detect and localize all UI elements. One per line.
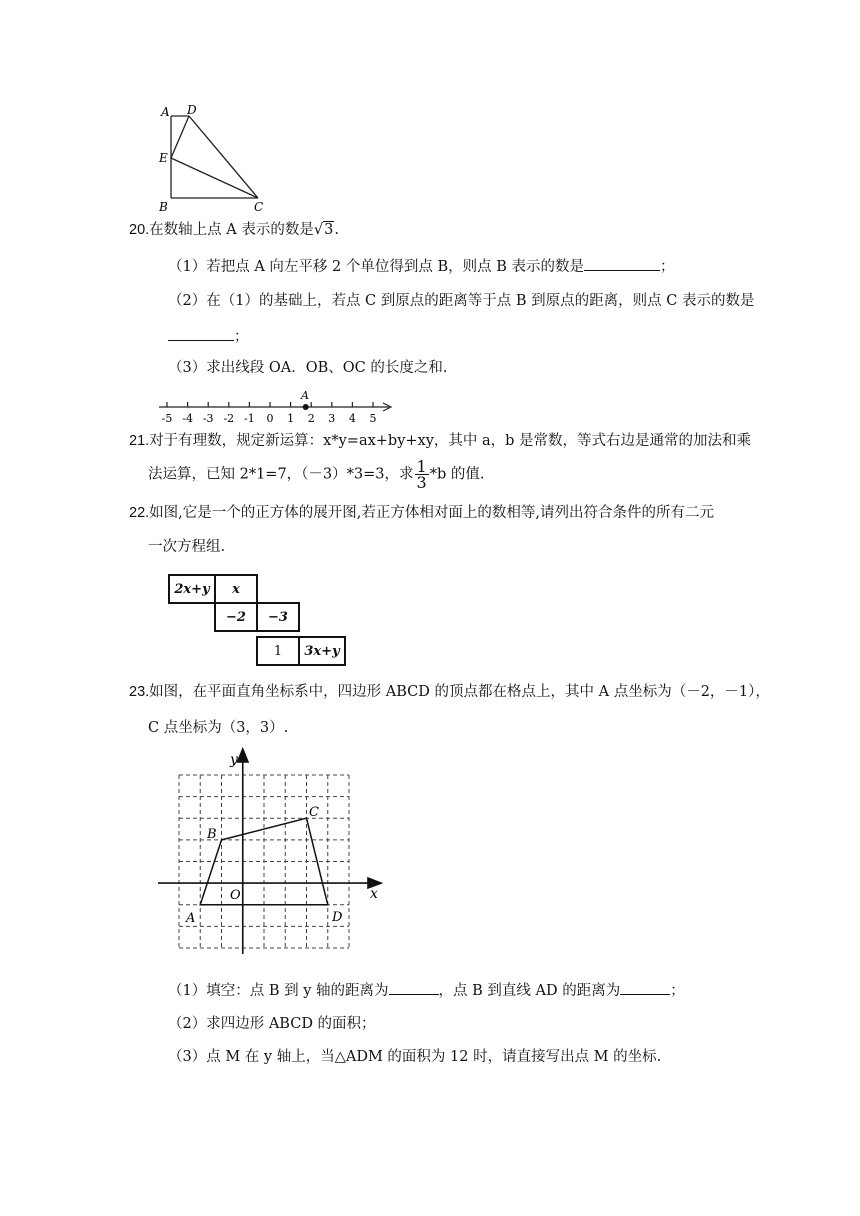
q23-part1-end: ；: [670, 983, 685, 999]
q19-label-b: B: [159, 200, 168, 214]
q21-line2: [148, 459, 484, 490]
q23-part3: [168, 1047, 661, 1067]
q23-part1-text-a: （1）填空：点 B 到 y 轴的距离为: [168, 983, 389, 999]
q23-part1: [168, 980, 685, 1001]
q23-line1: [129, 682, 770, 702]
q21-frac-den: 3: [416, 473, 427, 492]
q23-label-a: A: [186, 911, 196, 926]
q20-part3-text: （3）求出线段 OA．OB、OC 的长度之和.: [168, 360, 448, 376]
q23-axis-y-label: y: [230, 752, 238, 768]
q20-point-a-label: A: [301, 389, 309, 402]
q20-part3: [168, 358, 447, 378]
q20-tick-label: -5: [161, 412, 173, 425]
q20-part1-blank: [584, 256, 660, 271]
q22-cell: −3: [256, 602, 300, 632]
q21-frac-num: 1: [416, 457, 427, 476]
q20-part2-text: （2）在（1）的基础上，若点 C 到原点的距离等于点 B 到原点的距离，则点 C 表示的数是: [168, 293, 755, 309]
q20-part1-text: （1）若把点 A 向左平移 2 个单位得到点 B，则点 B 表示的数是: [168, 259, 584, 275]
q20-tick-label: 4: [348, 412, 356, 425]
q20-stem: [129, 220, 339, 240]
q20-part1-end: ；: [660, 259, 675, 275]
q20-stem-end: .: [334, 222, 339, 238]
q20-tick-label: 5: [369, 412, 377, 425]
q20-part2-blank: [168, 326, 234, 341]
q23-part2-text: （2）求四边形 ABCD 的面积；: [168, 1016, 376, 1032]
q23-part2: [168, 1014, 376, 1034]
q23-line1-text: 如图，在平面直角坐标系中，四边形 ABCD 的顶点都在格点上，其中 A 点坐标为（－2，－1），: [149, 684, 770, 700]
q22-number: 22.: [129, 505, 150, 521]
q20-tick-label: -2: [223, 412, 235, 425]
q22-line2: [148, 537, 225, 557]
q23-label-d: D: [332, 910, 343, 925]
q22-cell: 1: [256, 636, 300, 666]
q20-tick-label: 0: [266, 412, 274, 425]
q23-line2-text: C 点坐标为（3，3）.: [148, 720, 289, 736]
q19-label-c: C: [254, 200, 264, 214]
q21-line1: [129, 431, 751, 451]
q19-label-a: A: [161, 105, 170, 119]
q23-part1-blank-2: [620, 980, 670, 995]
q23-origin-label: O: [230, 888, 241, 903]
q20-number: 20.: [129, 222, 150, 238]
q20-tick-label: 2: [307, 412, 315, 425]
q20-part2-end: ；: [234, 329, 249, 345]
q23-part1-text-b: ，点 B 到直线 AD 的距离为: [438, 983, 621, 999]
q20-part2: [168, 291, 754, 311]
q20-tick-label: -1: [244, 412, 255, 425]
q20-number-line: [155, 386, 405, 428]
q20-tick-label: -3: [202, 412, 214, 425]
q20-tick-label: 3: [328, 412, 336, 425]
q22-line1-text: 如图,它是一个的正方体的展开图,若正方体相对面上的数相等,请列出符合条件的所有二元: [149, 505, 714, 521]
q23-line2: [148, 718, 288, 738]
q20-sqrt: √3: [313, 222, 334, 238]
q20-point-a: [303, 404, 309, 410]
q19-figure: [150, 100, 280, 215]
q21-line1-text: 对于有理数，规定新运算：x*y=ax+by+xy，其中 a，b 是常数，等式右边是通常的加法和乘: [149, 433, 752, 449]
q21-line2-text: 法运算，已知 2*1=7，（－3）*3=3，求: [148, 466, 414, 483]
q20-tick-label: 1: [287, 412, 295, 425]
q23-label-b: B: [207, 827, 217, 842]
q22-cell: 3x+y: [298, 636, 346, 666]
q20-tick-label: -4: [182, 412, 193, 425]
q22-cell: x: [214, 574, 258, 604]
q20-sqrt-radicand: 3: [324, 222, 334, 238]
q19-label-e: E: [159, 151, 168, 165]
q21-number: 21.: [129, 433, 150, 449]
q23-part3-text: （3）点 M 在 y 轴上，当△ADM 的面积为 12 时，请直接写出点 M 的坐标.: [168, 1049, 662, 1065]
q21-line2-end: *b 的值.: [429, 466, 485, 483]
q23-number: 23.: [129, 684, 150, 700]
q22-line1: [129, 503, 714, 523]
q20-part1: [168, 256, 675, 277]
q20-stem-text: 在数轴上点 A 表示的数是: [149, 222, 314, 238]
q22-line2-text: 一次方程组.: [148, 539, 226, 555]
q20-part2-cont: [168, 326, 249, 347]
q21-fraction: [415, 459, 429, 490]
q22-cell: −2: [214, 602, 258, 632]
q23-axis-x-label: x: [370, 886, 378, 902]
q23-label-c: C: [309, 805, 319, 820]
q22-cell: 2x+y: [168, 574, 216, 604]
q23-coordinate-figure: [152, 746, 392, 960]
q23-part1-blank-1: [389, 980, 439, 995]
q22-cube-net: [168, 574, 348, 666]
q19-label-d: D: [187, 103, 197, 117]
